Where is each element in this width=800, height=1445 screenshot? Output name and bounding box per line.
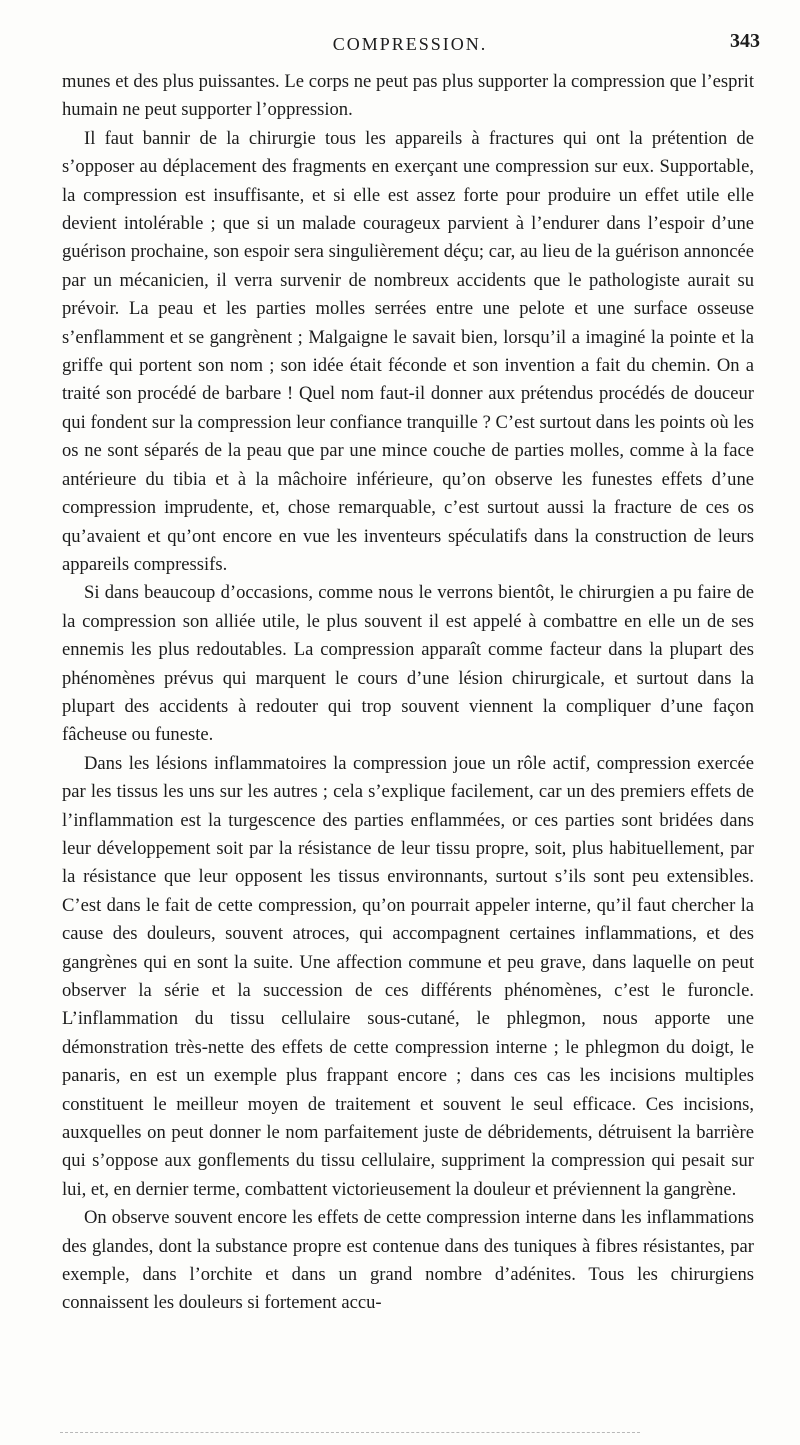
running-head xyxy=(60,30,760,58)
running-title: COMPRESSION. xyxy=(332,34,488,54)
paragraph-continuation: munes et des plus puissantes. Le corps ne peut pas plus supporter la compression que l’esprit humain ne peut supporter l’oppression. xyxy=(62,71,754,121)
paragraph-inflammatory-lesions: Dans les lésions inflammatoires la compression joue un rôle actif, compression exercée par les tissus les uns sur les autres ; cela s’explique facilement, car un des premiers effets de l’inflammation est la turgescence des parties enflammées, or ces parties sont bridées dans leur développement soit par la résistance de leur tissu propre, soit, plus habituellement, par la résistance que leur opposent les tissus environnants, surtout s’ils sont peu extensibles. C’est dans le fait de cette compression, qu’on pourrait appeler interne, qu’il faut chercher la cause des douleurs, souvent atroces, qui accompagnent certaines inflammations, et des gangrènes qui en sont la suite. Une affection commune et peu grave, dans laquelle on peut observer la série et la succession de ces différents phénomènes, c’est le furoncle. L’inflammation du tissu cellulaire sous-cutané, le phlegmon, nous apporte une démonstration très-nette des effets de cette compression interne ; le phlegmon du doigt, le panaris, en est un exemple plus frappant encore ; dans ces cas les incisions multiples constituent le meilleur moyen de traitement et souvent le seul efficace. Ces incisions, auxquelles on peut donner le nom parfaitement juste de débridements, détruisent la barrière qui s’oppose aux gonflements du tissu cellulaire, suppriment la compression qui pesait sur lui, et, en dernier terme, combattent victorieusement la douleur et préviennent la gangrène. xyxy=(62,752,754,1200)
body-text xyxy=(62,68,754,1318)
paragraph-glands: On observe souvent encore les effets de cette compression interne dans les inflammations des glandes, dont la substance propre est contenue dans des tuniques à fibres résistantes, par exemple, dans l’orchite et dans un grand nombre d’adénites. Tous les chirurgiens connaissent les douleurs si fortement accu- xyxy=(62,1207,754,1314)
paragraph-ally-enemy: Si dans beaucoup d’occasions, comme nous le verrons bientôt, le chirurgien a pu faire de la compression son alliée utile, le plus souvent il est appelé à combattre en elle un de ses ennemis les plus redoutables. La compression apparaît comme facteur dans la plupart des phénomènes prévus qui marquent le cours d’une lésion chirurgicale, et surtout dans la plupart des accidents à redouter qui trop souvent viennent la compliquer d’une façon fâcheuse ou funeste. xyxy=(62,582,754,746)
page-number: 343 xyxy=(730,30,760,52)
paragraph-fractures: Il faut bannir de la chirurgie tous les appareils à fractures qui ont la prétention de s’opposer au déplacement des fragments en exerçant une compression sur eux. Supportable, la compression est insuffisante, et si elle est assez forte pour produire un effet utile elle devient intolérable ; que si un malade courageux parvient à l’endurer dans l’espoir d’une guérison prochaine, son espoir sera singulièrement déçu; car, au lieu de la guérison annoncée par un mécanicien, il verra survenir de nombreux accidents que le pathologiste aurait su prévoir. La peau et les parties molles serrées entre une pelote et une surface osseuse s’enflamment et se gangrènent ; Malgaigne le savait bien, lorsqu’il a imaginé la pointe et la griffe qui portent son nom ; son idée était féconde et son invention a fait du chemin. On a traité son procédé de barbare ! Quel nom faut-il donner aux prétendus procédés de douceur qui fondent sur la compression leur confiance tranquille ? C’est surtout dans les points où les os ne sont séparés de la peau que par une mince couche de parties molles, comme à la face antérieure du tibia et à la mâchoire inférieure, qu’on observe les funestes effets d’une compression imprudente, et, chose remarquable, c’est surtout aussi la fracture de ces os qu’avaient et qu’ont encore en vue les inventeurs spéculatifs dans la construction de leurs appareils compressifs. xyxy=(62,127,754,575)
footer-rule xyxy=(60,1432,640,1433)
